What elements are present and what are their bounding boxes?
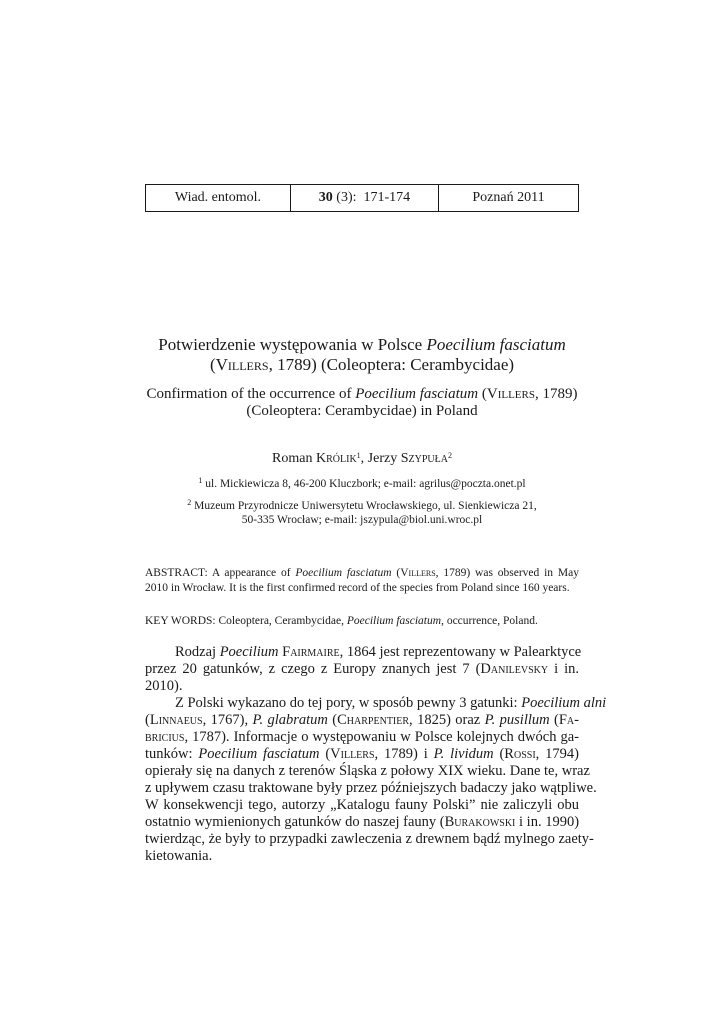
journal-name-cell — [146, 185, 291, 211]
place-year: Poznań 2011 — [472, 190, 545, 205]
affiliation-1: $^1$ ul. Mickiewicza 8, 46-200 Kluczbork; e-mail: agrilus@poczta.onet.pl — [198, 476, 526, 490]
volume-number: 30 — [318, 190, 333, 205]
title-polish — [0, 335, 724, 375]
author-name: Villers — [486, 386, 535, 402]
abstract: ABSTRACT: A appearance of Poecilium fasciatum (Villers, 1789) was observed in May 2010 in Wrocław. It is the first confirmed record of the species from Poland since 160 years. — [145, 567, 579, 594]
title-polish-line1: Potwierdzenie występowania w Polsce Poecilium fasciatum — [158, 335, 566, 354]
title-english-line1: Confirmation of the occurrence of Poecilium fasciatum (Villers, 1789) — [146, 386, 578, 402]
place-year-cell — [439, 185, 578, 211]
affiliation-2: $^2$ Muzeum Przyrodnicze Uniwersytetu Wrocławskiego, ul. Sienkiewicza 21, 50-335 Wrocław; e-mail: jszypula@biol.uni.wroc.pl — [187, 498, 537, 526]
keywords-label: KEY WORDS — [145, 615, 213, 627]
paragraph-1: Rodzaj Poecilium Fairmaire, 1864 jest reprezentowany w Palearktyce przez 20 gatunków, z czego z Europy znanych jest 7 (Danilevsky i in. 2010). — [145, 644, 582, 694]
author-2-surname: Szypuła — [400, 451, 448, 466]
species-name: Poecilium fasciatum — [426, 335, 566, 354]
journal-header-table — [145, 184, 579, 212]
journal-name: Wiad. entomol. — [174, 190, 262, 205]
species-name: Poecilium fasciatum — [355, 386, 479, 402]
volume-cell — [291, 185, 439, 211]
issue-pages: (3): 171-174 — [332, 190, 411, 205]
body-text — [145, 644, 607, 865]
keywords: KEY WORDS: Coleoptera, Cerambycidae, Poecilium fasciatum, occurrence, Poland. — [145, 615, 538, 627]
author-name: Villers — [215, 355, 269, 374]
title-english — [0, 386, 724, 420]
abstract-label: ABSTRACT — [145, 567, 205, 579]
title-polish-line2: (Villers, 1789) (Coleoptera: Cerambycidae) — [209, 355, 515, 374]
authors-line: Roman Królik$^1$, Jerzy Szypuła$^2$ — [272, 451, 452, 466]
title-english-line2: (Coleoptera: Cerambycidae) in Poland — [246, 403, 478, 419]
paragraph-2: Z Polski wykazano do tej pory, w sposób pewny 3 gatunki: Poecilium alni (Linnaeus, 1767), P. glabratum (Charpentier, 1825) oraz P. pusillum (Fa- bricius, 1787). Informacje o występowaniu w Polsce kolejnych dwóch ga- tunków: Poecilium fasciatum (Villers, 1789) i P. lividum (Rossi, 1794) opierały się na danych z terenów Śląska z połowy XIX wieku. Dane te, wraz z upływem czasu traktowane były przez późniejszych badaczy jako wątpliwe. W konsekwencji tego, autorzy „Katalogu fauny Polski” nie zaliczyli obu ostatnio wymienionych gatunków do naszej fauny (Burakowski i in. 1990) twierdząc, że były to przypadki zawleczenia z drewnem bądź mylnego zaety- kietowania. — [145, 695, 607, 864]
author-1-surname: Królik — [316, 451, 357, 466]
